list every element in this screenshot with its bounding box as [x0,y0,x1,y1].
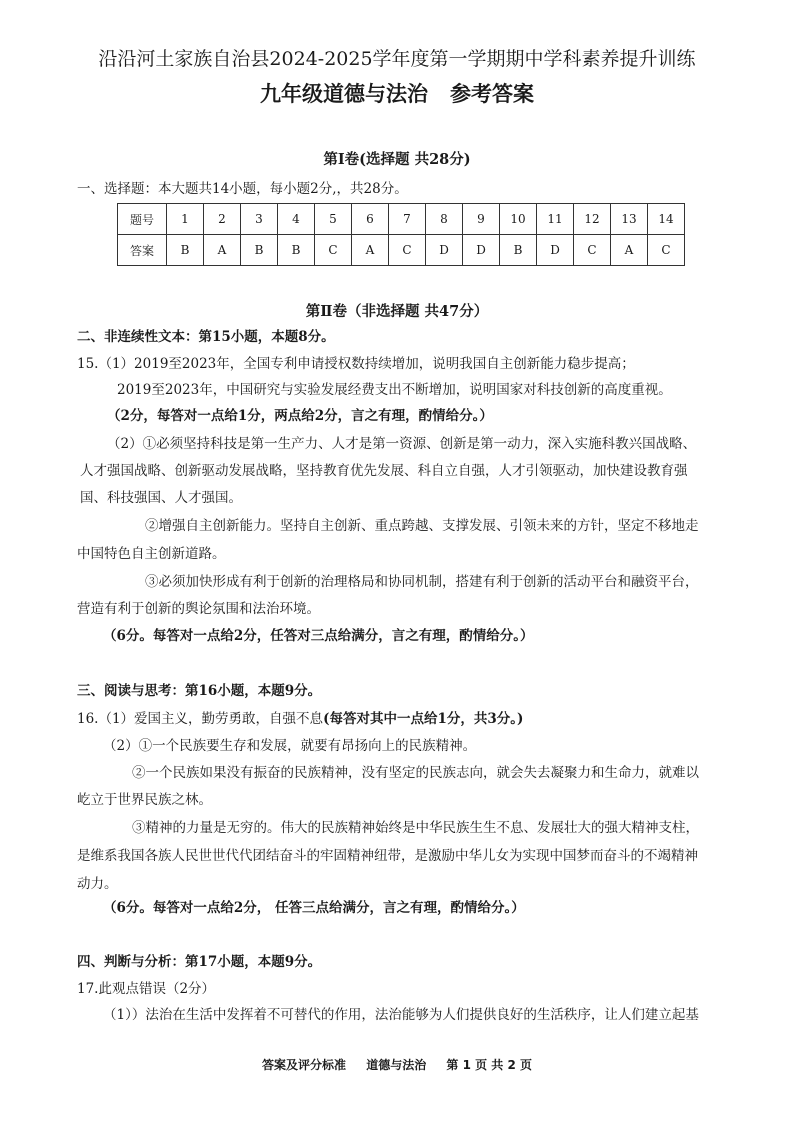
answer-cell: D [537,235,574,266]
table-header-question: 题号 [118,204,167,235]
answer-cell: B [241,235,278,266]
q15-text-line: ②增强自主创新能力。坚持自主创新、重点跨越、支撑发展、引领未来的方针，坚定不移地走 [145,518,699,534]
question-number: 4 [278,204,315,235]
question-number: 12 [574,204,611,235]
question-number: 3 [241,204,278,235]
answer-cell: C [648,235,685,266]
q16-scoring-note: (每答对其中一点给1分，共3分。) [323,711,524,727]
q15-text-line: 15.（1）2019至2023年，全国专利申请授权数持续增加，说明我国自主创新能力稳步提高； [77,356,635,372]
answer-cell: C [389,235,426,266]
footer-page-number: 第 1 页 共 2 页 [446,1058,532,1072]
table-row-numbers [118,204,685,235]
answer-cell: A [204,235,241,266]
q15-text-line: 中国特色自主创新道路。 [77,546,226,562]
question-number: 2 [204,204,241,235]
q17-text-line: （1））法治在生活中发挥着不可替代的作用，法治能够为人们提供良好的生活秩序，让人们建立起基 [103,1007,699,1023]
q15-text-line: 2019至2023年，中国研究与实验发展经费支出不断增加，说明国家对科技创新的高度重视。 [117,382,672,398]
answer-cell: B [167,235,204,266]
question-number: 11 [537,204,574,235]
part1-heading: 第Ⅰ卷(选择题 共28分) [323,151,471,168]
section2-heading: 二、非连续性文本：第15小题，本题8分。 [77,329,335,345]
q15-text-line: 人才强国战略、创新驱动发展战略，坚持教育优先发展、科自立自强，人才引领驱动，加快建设教育强 [80,463,688,479]
exam-title: 沿沿河土家族自治县2024-2025学年度第一学期期中学科素养提升训练 [98,48,696,70]
question-number: 14 [648,204,685,235]
section4-heading: 四、判断与分析：第17小题，本题9分。 [77,954,322,970]
answer-cell: A [611,235,648,266]
answer-cell: C [315,235,352,266]
q15-text-line: （2）①必须坚持科技是第一生产力、人才是第一资源、创新是第一动力，深入实施科教兴国战略、 [107,436,697,452]
question-number: 6 [352,204,389,235]
section1-instruction: 一、选择题：本大题共14小题，每小题2分,，共28分。 [77,181,408,197]
q16-text-line: 动力。 [77,876,118,892]
question-number: 7 [389,204,426,235]
answer-key-label: 参考答案 [450,82,534,106]
subject-title: 九年级道德与法治 [260,82,428,106]
answer-table [117,203,685,266]
q16-text-line: ③精神的力量是无穷的。伟大的民族精神始终是中华民族生生不息、发展壮大的强大精神支柱， [132,820,699,836]
section3-heading: 三、阅读与思考：第16小题，本题9分。 [77,683,322,699]
answer-cell: D [426,235,463,266]
document-subtitle [0,80,794,108]
answer-cell: C [574,235,611,266]
question-number: 5 [315,204,352,235]
q16-answer: 16.（1）爱国主义，勤劳勇敢，自强不息 [77,711,324,727]
q15-text-line: 营造有利于创新的舆论氛围和法治环境。 [77,601,320,617]
q16-text-line: （2）①一个民族要生存和发展，就要有昂扬向上的民族精神。 [103,738,477,754]
q15-text-line: ③必须加快形成有利于创新的治理格局和协同机制，搭建有利于创新的活动平台和融资平台， [145,574,699,590]
answer-cell: B [278,235,315,266]
part2-heading: 第Ⅱ卷（非选择题 共47分） [305,303,489,320]
footer-label: 答案及评分标准 [262,1058,347,1072]
q16-text-line: 是维系我国各族人民世世代代团结奋斗的牢固精神纽带，是激励中华儿女为实现中国梦而奋斗的不竭精神 [77,848,698,864]
q15-scoring-note: （6分。每答对一点给2分，任答对三点给满分，言之有理，酌情给分。） [103,628,534,644]
q16-scoring-note: （6分。每答对一点给2分， 任答三点给满分，言之有理，酌情给分。） [103,900,525,916]
answer-cell: B [500,235,537,266]
page-footer [0,1056,794,1073]
q16-text-line: 屹立于世界民族之林。 [77,792,212,808]
q16-text-line: ②一个民族如果没有振奋的民族精神，没有坚定的民族志向，就会失去凝聚力和生命力，就难以 [132,765,699,781]
question-number: 10 [500,204,537,235]
table-row-answers [118,235,685,266]
table-header-answer: 答案 [118,235,167,266]
answer-cell: D [463,235,500,266]
question-number: 1 [167,204,204,235]
question-number: 13 [611,204,648,235]
q15-scoring-note: （2分，每答对一点给1分，两点给2分，言之有理，酌情给分。） [107,408,493,424]
answer-cell: A [352,235,389,266]
question-number: 8 [426,204,463,235]
q15-text-line: 国、科技强国、人才强国。 [80,490,242,506]
q17-text-line: 17.此观点错误（2分） [77,981,216,997]
footer-subject: 道德与法治 [366,1058,427,1072]
q16-text-line [77,710,523,728]
question-number: 9 [463,204,500,235]
